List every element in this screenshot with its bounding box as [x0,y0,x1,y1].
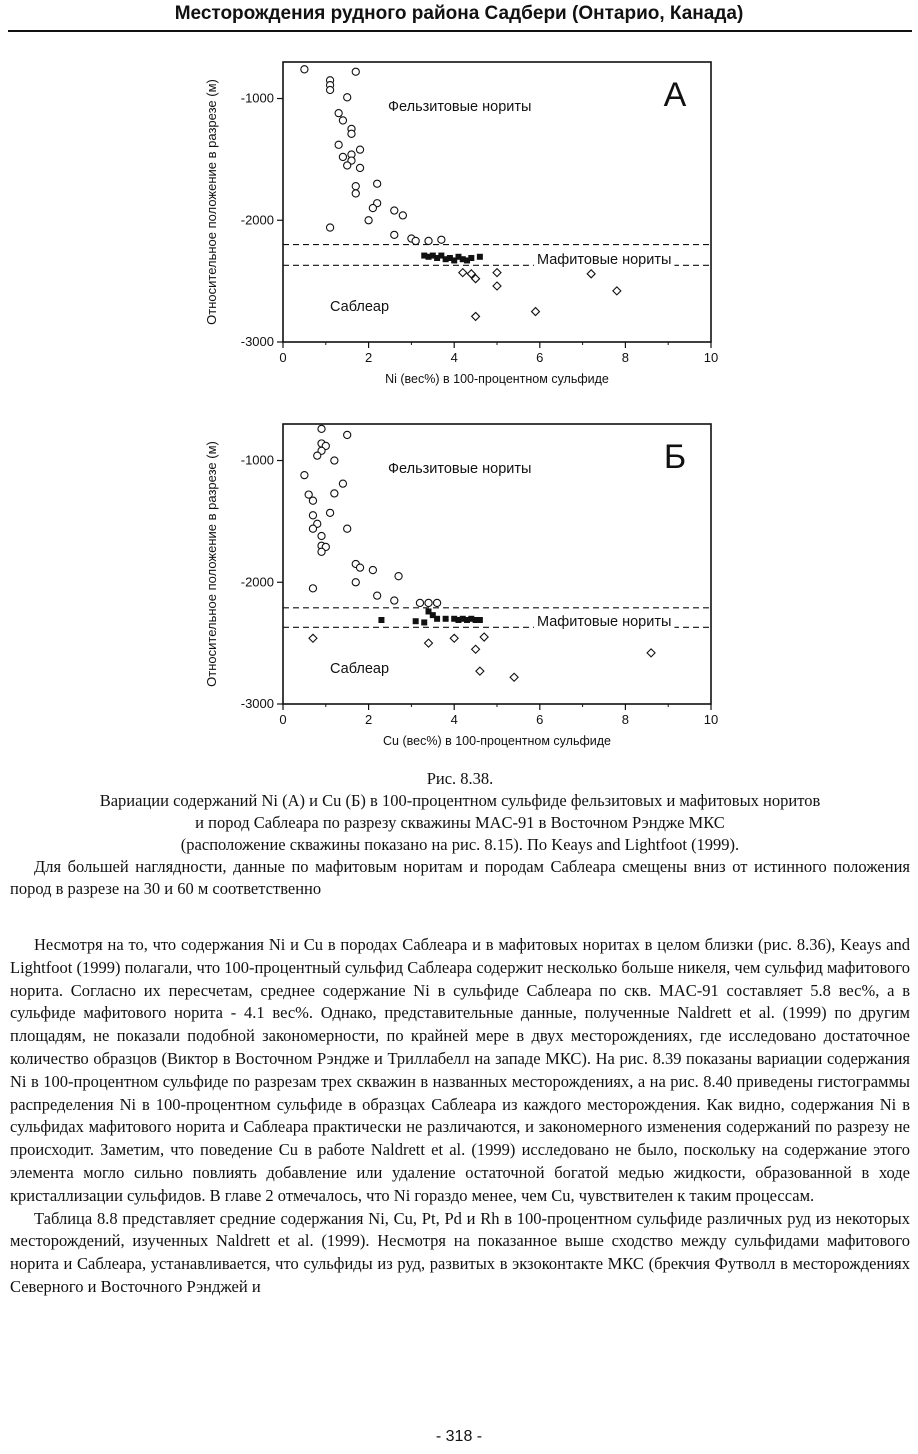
felsic-norite-point [352,68,359,75]
figure-number: Рис. 8.38. [426,769,494,788]
sublayer-point [647,649,655,657]
felsic-norite-point [399,212,406,219]
sublayer-point [450,634,458,642]
mafic-norite-point [378,617,384,623]
felsic-norite-point [331,490,338,497]
y-tick-label: -1000 [240,452,274,468]
x-axis-label: Ni (вес%) в 100-процентном сульфиде [385,372,609,386]
felsic-norite-point [339,153,346,160]
felsic-norite-point [344,431,351,438]
felsic-norite-point [352,190,359,197]
sublayer-point [510,673,518,681]
caption-line-1: Вариации содержаний Ni (А) и Cu (Б) в 100-процентном сульфиде фельзитовых и мафитовых норитов [99,791,821,810]
felsic-norite-point [335,141,342,148]
panel-letter: Б [663,438,687,476]
y-tick-label: -3000 [240,696,274,711]
felsic-norite-point [416,599,423,606]
felsic-norite-point [309,525,316,532]
x-tick-label: 8 [621,350,630,365]
felsic-norite-point [309,512,316,519]
felsic-norite-point [348,130,355,137]
felsic-norite-point [301,472,308,479]
felsic-norite-point [369,566,376,573]
panel-letter: А [663,76,687,114]
felsic-norite-point [318,532,325,539]
felsic-norite-point [318,425,325,432]
x-axis-label: Cu (вес%) в 100-процентном сульфиде [383,734,611,748]
chart-cu [0,402,918,752]
sublayer-point [613,287,621,295]
sublayer-point [587,270,595,278]
felsic-norite-point [356,146,363,153]
x-tick-label: 8 [621,712,630,727]
felsic-norite-point [438,236,445,243]
zone-label: Фельзитовые нориты [388,461,532,477]
zone-label: Саблеар [330,299,390,315]
sublayer-point [425,639,433,647]
body-text [10,934,910,1299]
felsic-norite-point [318,548,325,555]
header-rule [8,30,912,32]
felsic-norite-point [344,525,351,532]
sublayer-point [480,633,488,641]
sublayer-point [493,269,501,277]
zone-label: Саблеар [330,661,390,677]
x-tick-label: 2 [364,712,373,727]
y-axis-label: Относительное положение в разрезе (м) [204,441,219,687]
felsic-norite-point [374,592,381,599]
felsic-norite-point [331,457,338,464]
felsic-norite-point [356,564,363,571]
zone-label: Фельзитовые нориты [388,99,532,115]
felsic-norite-point [352,183,359,190]
caption-note: Для большей наглядности, данные по мафитовым норитам и породам Саблеара смещены вниз от истинного положения пород в разрезе на 30 и 60 м соответственно [10,857,910,898]
felsic-norite-point [352,579,359,586]
felsic-norite-point [326,224,333,231]
sublayer-point [309,634,317,642]
felsic-norite-point [391,231,398,238]
felsic-norite-point [301,66,308,73]
x-tick-label: 4 [450,350,458,365]
x-tick-label: 10 [703,712,719,727]
felsic-norite-point [395,573,402,580]
mafic-norite-point [477,254,483,260]
mafic-norite-point [468,255,474,261]
felsic-norite-point [391,207,398,214]
x-tick-label: 2 [364,350,373,365]
x-tick-label: 4 [450,712,458,727]
x-tick-label: 10 [703,350,719,365]
felsic-norite-point [344,94,351,101]
y-tick-label: -2000 [240,212,274,228]
felsic-norite-point [425,599,432,606]
x-tick-label: 6 [536,350,544,365]
running-head: Месторождения рудного района Садбери (Онтарио, Канада) [174,3,744,24]
page-number: - 318 - [435,1428,483,1445]
sublayer-point [459,269,467,277]
figure-caption [10,768,910,900]
caption-line-3: (расположение скважины показано на рис. 8.15). По Keays and Lightfoot (1999). [180,835,740,854]
felsic-norite-point [374,180,381,187]
y-axis-label: Относительное положение в разрезе (м) [204,79,219,325]
felsic-norite-point [314,452,321,459]
y-tick-label: -1000 [240,90,274,106]
sublayer-point [532,308,540,316]
felsic-norite-point [344,162,351,169]
felsic-norite-point [365,217,372,224]
sublayer-point [476,667,484,675]
zone-label: Мафитовые нориты [537,252,672,268]
mafic-norite-point [413,618,419,624]
y-tick-label: -2000 [240,574,274,590]
x-tick-label: 6 [536,712,544,727]
felsic-norite-point [369,204,376,211]
caption-line-2: и пород Саблеара по разрезу скважины MAC-91 в Восточном Рэндже МКС [195,813,725,832]
felsic-norite-point [433,599,440,606]
paragraph-1: Несмотря на то, что содержания Ni и Cu в породах Саблеара и в мафитовых норитах в целом близки (рис. 8.36), Keays and Lightfoot (1999) полагали, что 100-процентный сульфид Саблеара содержит несколько больше никеля, чем сульфид мафитового норита. Согласно их пересчетам, среднее содержание Ni в сульфиде Саблеара по скв. MAC-91 составляет 5.8 вес%, а в сульфиде мафитового норита - 4.1 вес%. Однако, представительные данные, полученные Naldrett et al. (1999) по другим площадям, не показали подобной закономерности, по крайней мере в двух месторождениях, где исследовано достаточное количество образцов (Виктор в Восточном Рэндже и Триллабелл на западе МКС). На рис. 8.39 показаны вариации содержания Ni в 100-процентном сульфиде по разрезам трех скважин в названных месторождениях, а на рис. 8.40 приведены гистограммы распределения Ni в 100-процентном сульфиде в образцах Саблеара из каждого месторождения. Как видно, содержания Ni в сульфидах мафитового норита и Саблеара практически не различаются, и закономерного изменения содержаний по разрезу не происходит. Заметим, что поведение Cu в работе Naldrett et al. (1999) исследовано не было, поскольку на содержание этого элемента могло сильно повлиять добавление или удаление остаточной богатой медью жидкости, образованной в ходе кристаллизации сульфидов. В главе 2 отмечалось, что Ni гораздо менее, чем Cu, чувствителен к таким процессам. [10,935,910,1205]
felsic-norite-point [425,237,432,244]
felsic-norite-point [335,110,342,117]
felsic-norite-point [412,237,419,244]
x-tick-label: 0 [279,350,287,365]
mafic-norite-point [477,617,483,623]
mafic-norite-point [421,619,427,625]
felsic-norite-point [339,480,346,487]
sublayer-point [472,312,480,320]
felsic-norite-point [326,509,333,516]
paragraph-2: Таблица 8.8 представляет средние содержания Ni, Cu, Pt, Pd и Rh в 100-процентном сульфиде различных руд из некоторых месторождений, изученных Naldrett et al. (1999). Несмотря на показанное выше сходство между сульфидами мафитового норита и Саблеара, устанавливается, что сульфиды из руд, развитых в экзоконтакте МКС (брекчия Футволл в месторождениях Северного и Восточного Рэнджей и [10,1208,910,1296]
mafic-norite-point [443,616,449,622]
felsic-norite-point [326,86,333,93]
y-tick-label: -3000 [240,334,274,349]
felsic-norite-point [309,497,316,504]
felsic-norite-point [356,164,363,171]
mafic-norite-point [434,616,440,622]
felsic-norite-point [309,585,316,592]
sublayer-point [472,645,480,653]
felsic-norite-point [391,597,398,604]
zone-label: Мафитовые нориты [537,614,672,630]
x-tick-label: 0 [279,712,287,727]
felsic-norite-point [339,117,346,124]
chart-ni [0,40,918,390]
sublayer-point [493,282,501,290]
